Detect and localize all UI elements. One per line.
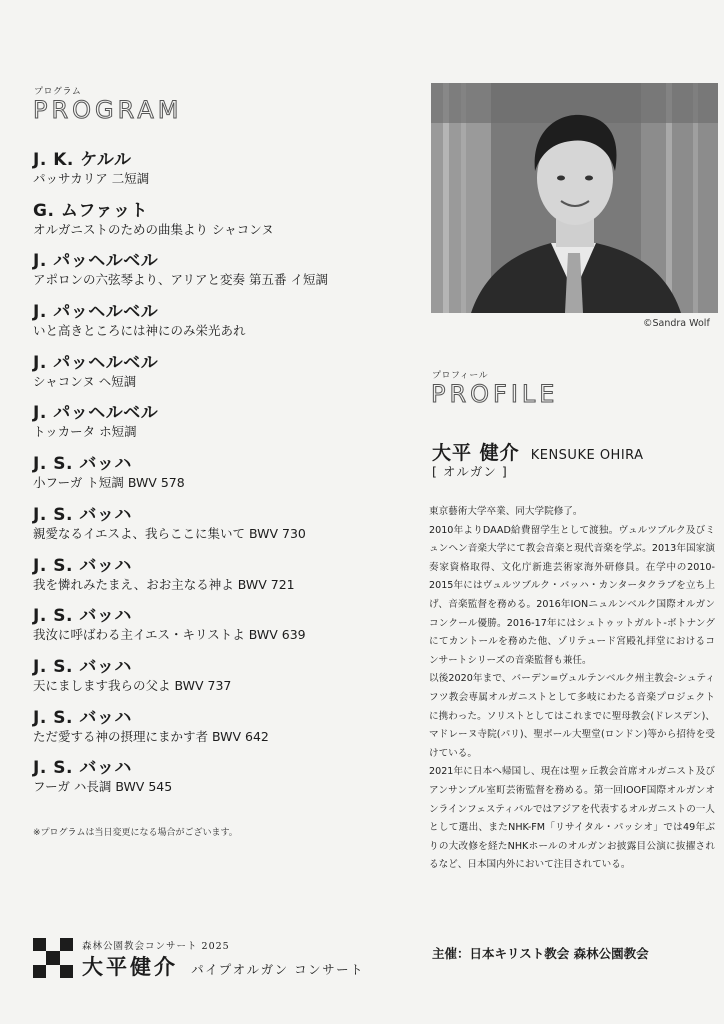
program-work: パッサカリア 二短調 [33, 171, 150, 186]
profile-kana-label: プロフィール [432, 371, 489, 381]
program-kana-label: プログラム [34, 87, 82, 97]
program-composer: J. S. バッハ [33, 504, 132, 525]
profile-title: PROFILE [431, 380, 559, 408]
concert-performer: 大平健介 [82, 954, 178, 979]
performer-photo [431, 83, 718, 313]
program-work: オルガニストのための曲集より シャコンヌ [33, 221, 274, 237]
program-item [33, 606, 393, 657]
concert-series: 森林公園教会コンサート 2025 [82, 941, 230, 952]
program-title: PROGRAM [33, 96, 183, 124]
program-work: 天にまします我らの父よ BWV 737 [33, 677, 232, 693]
program-work: 小フーガ ト短調 BWV 578 [33, 475, 185, 491]
program-item [33, 556, 393, 607]
program-work: シャコンヌ ヘ短調 [33, 373, 137, 389]
concert-type: パイプオルガン コンサート [191, 962, 365, 977]
portrait-illustration [431, 83, 718, 313]
program-composer: G. ムファット [33, 200, 148, 221]
concert-logo-icon [33, 938, 73, 978]
program-item [33, 657, 393, 708]
performer-name [432, 438, 644, 465]
program-work: フーガ ハ長調 BWV 545 [33, 779, 173, 795]
program-note: ※プログラムは当日変更になる場合がございます。 [33, 828, 238, 838]
performer-role: [ オルガン ] [432, 464, 508, 479]
program-list [33, 150, 393, 809]
program-work: 親愛なるイエスよ、我らここに集いて BWV 730 [33, 525, 306, 541]
program-composer: J. パッヘルベル [33, 352, 159, 373]
bio-paragraph: 2010年よりDAAD給費留学生として渡独。ヴュルツブルク及びミュンヘン音楽大学にて教会音楽と現代音楽を学ぶ。2013年国家演奏家資格取得、文化庁新進芸術家海外研修員。在学中の2010-2015年にはヴュルツブルク・バッハ・カンタータクラブを立ち上げ、音楽監督を務める。2016年IONニュルンベルク国際オルガンコンクール優勝。2016-17年にはシュトゥットガルト-ボトナングにてカントールを務めた他、ゾリテュード宮殿礼拝堂におけるコンサートシリーズの音楽監督も兼任。 [429, 524, 715, 666]
bio-paragraph: 以後2020年まで、バーデン=ヴュルテンベルク州主教会-シュティフツ教会専属オルガニストとして多岐にわたる音楽プロジェクトに携わった。ソリストとしてはこれまでに聖母教会(ドレスデン)、マドレーヌ寺院(パリ)、聖ポール大聖堂(ロンドン)等から招待を受けている。 [429, 673, 715, 759]
program-item [33, 758, 393, 809]
concert-title [82, 951, 364, 981]
program-item [33, 403, 393, 454]
program-item [33, 302, 393, 353]
photo-credit: ©Sandra Wolf [643, 318, 710, 329]
program-work: アポロンの六弦琴より、アリアと変奏 第五番 イ短調 [33, 272, 328, 288]
program-item [33, 201, 393, 252]
program-item [33, 251, 393, 302]
program-work: 我を憐れみたまえ、おお主なる神よ BWV 721 [33, 576, 295, 592]
program-work: いと高きところには神にのみ栄光あれ [33, 323, 246, 339]
organizer: 主催：日本キリスト教会 森林公園教会 [432, 946, 649, 961]
program-item [33, 150, 393, 201]
program-composer: J. パッヘルベル [33, 302, 159, 323]
program-item [33, 708, 393, 759]
program-item [33, 505, 393, 556]
program-item [33, 353, 393, 404]
bio-paragraph: 2021年に日本へ帰国し、現在は聖ヶ丘教会首席オルガニスト及びアンサンブル室町芸術監督を務める。第一回IOOF国際オルガンオンラインフェスティバルではアジアを代表するオルガニストの一人として選出、またNHK-FM「リサイタル・パッシオ」では49年ぶりの大改修を経たNHKホールのオルガンお披露目公演に抜擢されるなど、日本国内外において注目されている。 [429, 766, 715, 871]
performer-name-jp: 大平 健介 [432, 442, 520, 464]
performer-biography [429, 503, 715, 875]
program-work: トッカータ ホ短調 [33, 424, 137, 440]
bio-paragraph: 東京藝術大学卒業、同大学院修了。 [429, 506, 583, 517]
program-composer: J. S. バッハ [33, 606, 132, 627]
program-composer: J. パッヘルベル [33, 251, 159, 272]
program-composer: J. S. バッハ [33, 555, 132, 576]
program-composer: J. K. ケルル [33, 150, 132, 170]
performer-name-en: KENSUKE OHIRA [530, 448, 644, 463]
program-composer: J. S. バッハ [33, 707, 132, 728]
program-composer: J. S. バッハ [33, 758, 132, 779]
program-work: 我汝に呼ばわる主イエス・キリストよ BWV 639 [33, 627, 306, 643]
program-composer: J. パッヘルベル [33, 403, 159, 424]
program-composer: J. S. バッハ [33, 656, 132, 677]
program-item [33, 454, 393, 505]
program-composer: J. S. バッハ [33, 454, 132, 475]
program-work: ただ愛する神の摂理にまかす者 BWV 642 [33, 728, 269, 744]
